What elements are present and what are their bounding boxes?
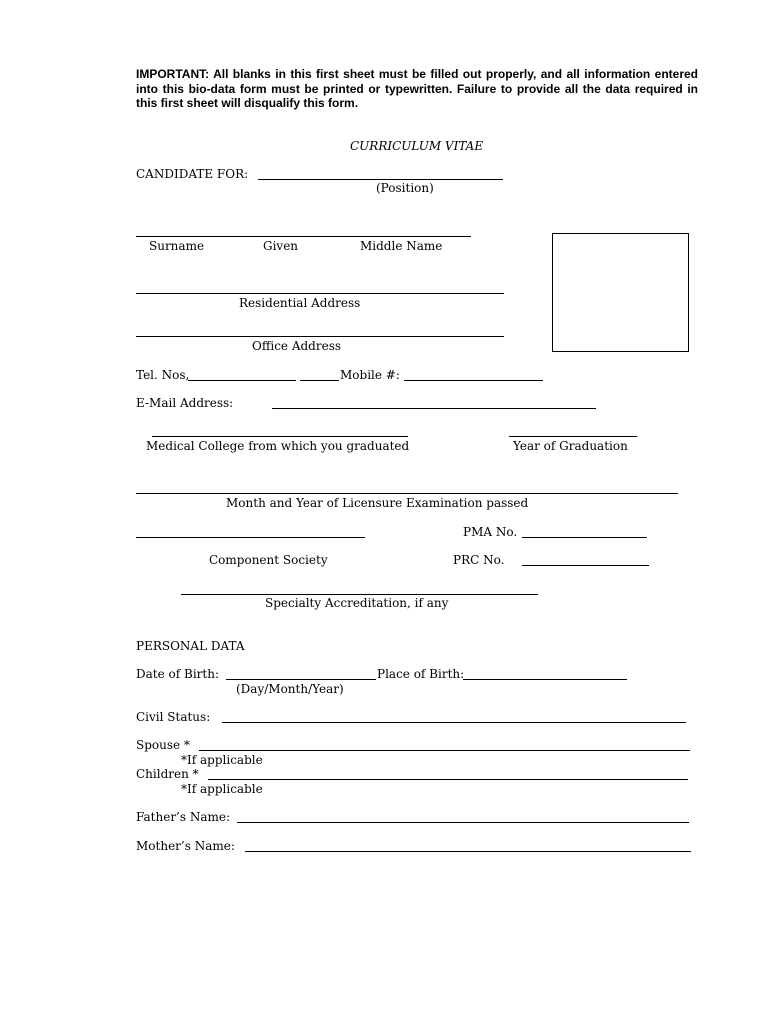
- spouse-note: *If applicable: [181, 753, 263, 767]
- middle-name-caption: Middle Name: [360, 239, 443, 253]
- component-society-field[interactable]: [136, 537, 365, 538]
- children-note: *If applicable: [181, 782, 263, 796]
- form-title: CURRICULUM VITAE: [350, 139, 484, 153]
- email-field[interactable]: [272, 408, 596, 409]
- children-label: Children *: [136, 767, 199, 781]
- mother-name-field[interactable]: [245, 851, 691, 852]
- tel-field[interactable]: [188, 380, 296, 381]
- office-address-field[interactable]: [136, 336, 504, 337]
- year-graduation-field[interactable]: [509, 436, 637, 437]
- spouse-field[interactable]: [199, 750, 690, 751]
- father-name-field[interactable]: [237, 822, 689, 823]
- medical-college-field[interactable]: [152, 436, 408, 437]
- father-name-label: Father’s Name:: [136, 810, 231, 824]
- position-field[interactable]: [258, 179, 503, 180]
- surname-caption: Surname: [149, 239, 205, 253]
- tel-label: Tel. Nos,: [136, 368, 190, 382]
- dob-caption: (Day/Month/Year): [236, 682, 344, 696]
- residential-address-field[interactable]: [136, 293, 504, 294]
- specialty-caption: Specialty Accreditation, if any: [265, 596, 449, 610]
- prc-label: PRC No.: [453, 553, 505, 567]
- children-field[interactable]: [208, 779, 688, 780]
- specialty-field[interactable]: [181, 594, 538, 595]
- candidate-for-label: CANDIDATE FOR:: [136, 167, 249, 181]
- residential-address-caption: Residential Address: [239, 296, 361, 310]
- pob-label: Place of Birth:: [377, 667, 465, 681]
- office-address-caption: Office Address: [252, 339, 342, 353]
- dob-field[interactable]: [226, 679, 376, 680]
- year-graduation-caption: Year of Graduation: [513, 439, 628, 453]
- important-notice: IMPORTANT: All blanks in this first sheet must be filled out properly, and all information entered into this bio-data form must be printed or typewritten. Failure to provide all the data required in this first sheet will disqualify this form.: [136, 67, 698, 110]
- pob-field[interactable]: [463, 679, 627, 680]
- civil-status-label: Civil Status:: [136, 710, 211, 724]
- medical-college-caption: Medical College from which you graduated: [146, 439, 410, 453]
- mobile-label: Mobile #:: [340, 368, 400, 382]
- given-name-caption: Given: [263, 239, 299, 253]
- pma-label: PMA No.: [463, 525, 518, 539]
- mobile-field[interactable]: [404, 380, 543, 381]
- dob-label: Date of Birth:: [136, 667, 219, 681]
- personal-data-heading: PERSONAL DATA: [136, 639, 245, 653]
- component-society-caption: Component Society: [209, 553, 328, 567]
- tel-field-extra[interactable]: [300, 380, 339, 381]
- prc-field[interactable]: [522, 565, 649, 566]
- pma-field[interactable]: [522, 537, 647, 538]
- mother-name-label: Mother’s Name:: [136, 839, 235, 853]
- licensure-field[interactable]: [136, 493, 678, 494]
- full-name-field[interactable]: [136, 236, 471, 237]
- civil-status-field[interactable]: [222, 722, 686, 723]
- spouse-label: Spouse *: [136, 738, 190, 752]
- email-label: E-Mail Address:: [136, 396, 234, 410]
- photo-box: [552, 233, 689, 352]
- licensure-caption: Month and Year of Licensure Examination passed: [226, 496, 529, 510]
- position-caption: (Position): [376, 181, 434, 195]
